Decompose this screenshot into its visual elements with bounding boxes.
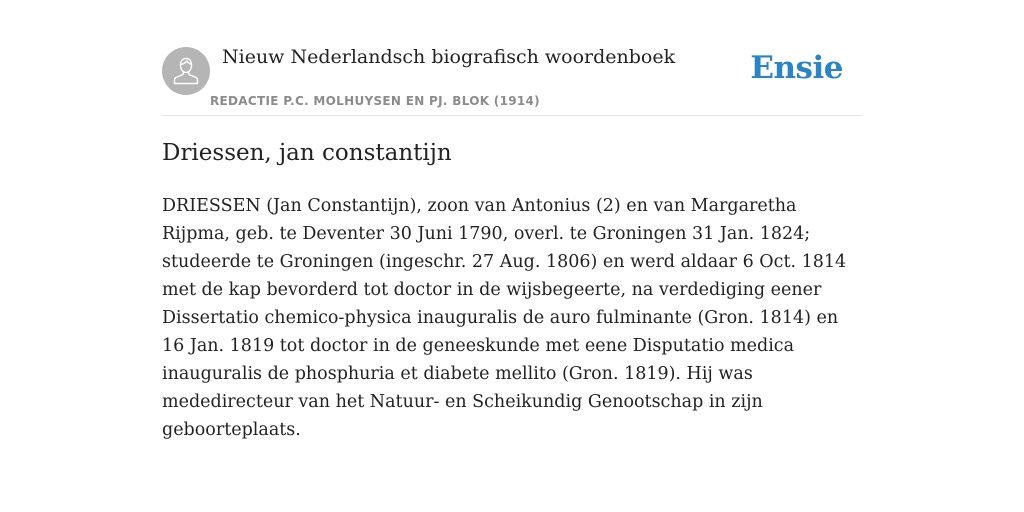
source-subtitle: REDACTIE P.C. MOLHUYSEN EN PJ. BLOK (1914): [210, 94, 540, 108]
ensie-logo[interactable]: Ensie: [750, 50, 843, 86]
source-header: [162, 44, 862, 116]
source-title[interactable]: Nieuw Nederlandsch biografisch woordenboek: [222, 46, 676, 68]
user-icon: [172, 56, 200, 86]
entry-title: Driessen, jan constantijn: [162, 140, 452, 166]
source-avatar[interactable]: [162, 47, 210, 95]
entry-body: DRIESSEN (Jan Constantijn), zoon van Antonius (2) en van Margaretha Rijpma, geb. te Deventer 30 Juni 1790, overl. te Groningen 31 Jan. 1824; studeerde te Groningen (ingeschr. 27 Aug. 1806) en werd aldaar 6 Oct. 1814 met de kap bevorderd tot doctor in de wijsbegeerte, na verdediging eener Dissertatio chemico-physica inauguralis de auro fulminante (Gron. 1814) en 16 Jan. 1819 tot doctor in de geneeskunde met eene Disputatio medica inauguralis de phosphuria et diabete mellito (Gron. 1819). Hij was mededirecteur van het Natuur- en Scheikundig Genootschap in zijn geboorteplaats.: [162, 196, 847, 440]
